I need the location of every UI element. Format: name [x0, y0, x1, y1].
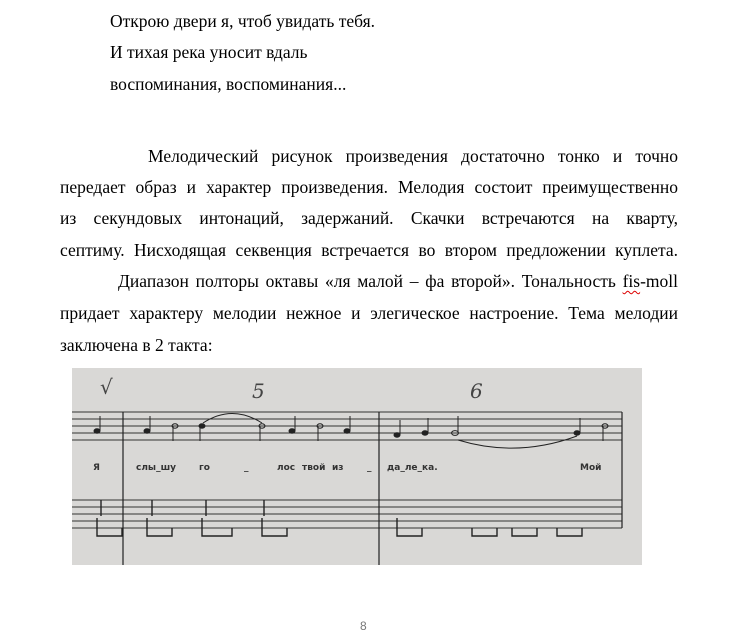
lyric: Мой: [580, 463, 602, 473]
lyric: слы_шу: [136, 463, 176, 473]
misspelled-word[interactable]: fis: [622, 271, 641, 291]
page-number: 8: [360, 619, 367, 633]
lyric: _: [367, 463, 372, 473]
paragraph1-line-3: из секундовых интонаций, задержаний. Скачки встречаются на кварту,: [60, 208, 678, 228]
lyric: го: [199, 463, 210, 473]
paragraph2-line-1: [118, 271, 678, 291]
upper-staff: [72, 412, 622, 440]
lyric: да_ле_ка.: [387, 463, 438, 473]
paragraph1-line-1: Мелодический рисунок произведения достаточно тонко и точно: [148, 146, 678, 166]
measure-number-6: 6: [470, 379, 483, 403]
lyric: _: [244, 463, 249, 473]
lyric: твой: [302, 463, 326, 473]
poem-line-3: воспоминания, воспоминания...: [110, 74, 347, 94]
lyric: Я: [93, 463, 100, 473]
poem-line-1: Открою двери я, чтоб увидать тебя.: [110, 11, 376, 31]
handwritten-checkmark: √: [100, 375, 113, 399]
sheet-music-image: [72, 368, 642, 565]
poem-line-2: И тихая река уносит вдаль: [110, 42, 308, 62]
accompaniment-notes: [97, 500, 582, 536]
measure-number-5: 5: [252, 379, 265, 403]
paragraph1-line-2: передает образ и характер произведения. Мелодия состоит преимущественно: [60, 177, 678, 197]
lyric: лос: [277, 463, 296, 473]
paragraph2-line-3: заключена в 2 такта:: [60, 335, 213, 355]
barlines: [123, 412, 622, 565]
text: Диапазон полторы октавы «ля малой – фа второй». Тональность: [118, 271, 623, 291]
paragraph2-line-2: придает характеру мелодии нежное и элегическое настроение. Тема мелодии: [60, 303, 678, 323]
lyrics: [93, 463, 601, 473]
lyric: из: [332, 463, 344, 473]
text: -moll: [640, 271, 678, 291]
lower-staff: [72, 500, 622, 528]
paragraph1-line-4: септиму. Нисходящая секвенция встречается во втором предложении куплета.: [60, 240, 678, 260]
